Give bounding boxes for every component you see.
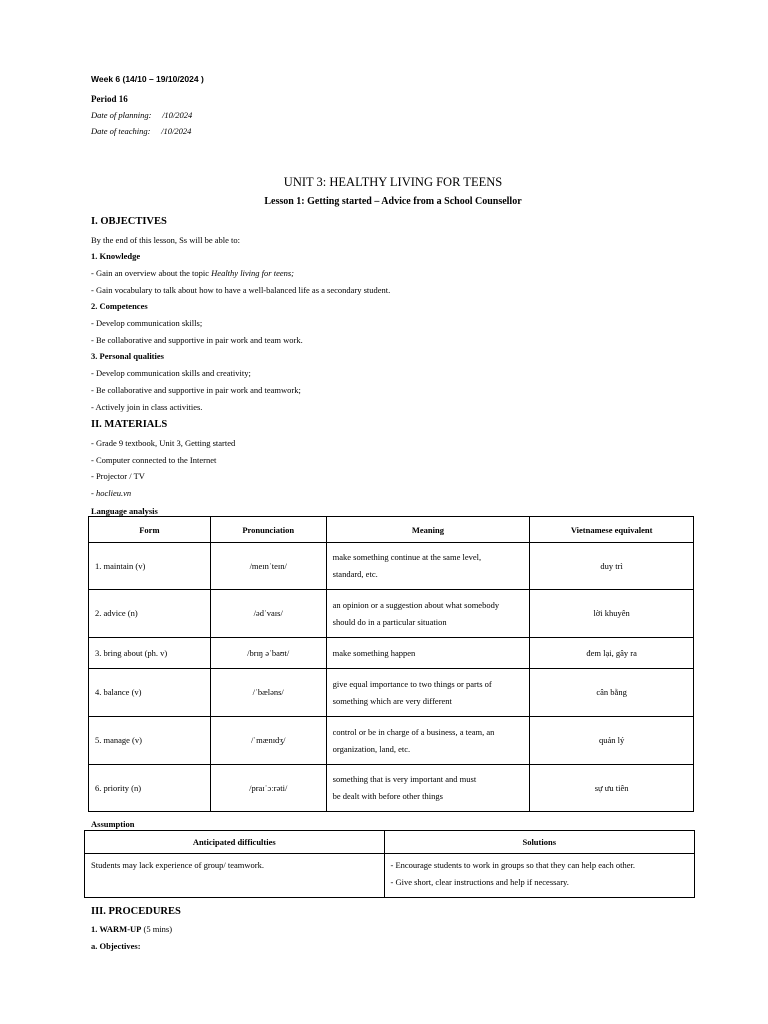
column-header-vietnamese: Vietnamese equivalent [530,517,694,543]
knowledge-heading: 1. Knowledge [91,251,141,261]
warmup-label: 1. WARM-UP [91,924,142,934]
solution-line-1: - Encourage students to work in groups so that they can help each other. [390,860,636,870]
competences-item-1: - Develop communication skills; [91,318,203,328]
knowledge-item-2: - Gain vocabulary to talk about how to have a well-balanced life as a secondary student. [91,285,391,295]
table-header-row [85,831,695,854]
meaning-line-2: something which are very different [332,695,452,706]
column-header-pronunciation: Pronunciation [210,517,326,543]
table-row [89,717,694,765]
form-cell: 5. manage (v) [89,717,211,765]
vietnamese-cell: duy trì [530,543,694,590]
table-row [89,669,694,717]
competences-item-2: - Be collaborative and supportive in pair work and team work. [91,335,303,345]
meaning-cell [326,543,530,590]
solutions-cell [384,854,695,898]
unit-title: UNIT 3: HEALTHY LIVING FOR TEENS [283,175,503,189]
meaning-line-1: something that is very important and must [332,774,477,784]
meaning-cell [326,590,530,638]
meaning-line-1: control or be in charge of a business, a team, an [332,726,495,737]
form-cell: 6. priority (n) [89,765,211,812]
form-cell: 2. advice (n) [89,590,211,638]
vietnamese-cell: cân bằng [530,669,694,717]
meaning-line-2: standard, etc. [332,569,378,579]
column-header-form: Form [89,517,211,543]
assumption-label: Assumption [91,819,135,829]
meaning-line-1: an opinion or a suggestion about what somebody [332,599,500,610]
procedures-heading: III. PROCEDURES [91,906,181,917]
materials-item-3: - Projector / TV [91,471,145,481]
vietnamese-cell: lời khuyên [530,590,694,638]
table-row [89,765,694,812]
table-row [85,854,695,898]
week-label: Week 6 (14/10 – 19/10/2024 ) [91,74,204,84]
pronunciation-cell: /ˈbæləns/ [210,669,326,717]
column-header-meaning: Meaning [326,517,530,543]
qualities-heading: 3. Personal qualities [91,351,164,361]
pronunciation-cell: /meɪnˈteɪn/ [210,543,326,590]
warmup-time: (5 mins) [141,924,173,934]
meaning-cell: make something happen [326,638,530,669]
knowledge-topic: Healthy living for teens; [211,268,295,278]
pronunciation-cell: /ədˈvaɪs/ [210,590,326,638]
qualities-item-1: - Develop communication skills and creativity; [91,368,251,378]
meaning-cell [326,669,530,717]
qualities-item-3: - Actively join in class activities. [91,402,203,412]
table-row [89,543,694,590]
column-header-solutions: Solutions [384,831,695,854]
materials-item-1: - Grade 9 textbook, Unit 3, Getting started [91,438,236,448]
meaning-line-1: give equal importance to two things or parts of [332,678,492,689]
meaning-line-1: make something continue at the same level, [332,552,482,562]
form-cell: 3. bring about (ph. v) [89,638,211,669]
period-label: Period 16 [91,94,128,104]
language-analysis-table [88,516,694,812]
meaning-line-2: organization, land, etc. [332,743,411,754]
objectives-heading: I. OBJECTIVES [91,216,167,227]
solution-line-2: - Give short, clear instructions and help if necessary. [390,877,569,887]
vietnamese-cell: đem lại, gây ra [530,638,694,669]
table-row [89,638,694,669]
assumption-table [84,830,695,898]
qualities-item-2: - Be collaborative and supportive in pair work and teamwork; [91,385,301,395]
date-of-planning: Date of planning: /10/2024 [91,110,193,120]
form-cell: 4. balance (v) [89,669,211,717]
pronunciation-cell: /ˈmænɪdʒ/ [210,717,326,765]
language-analysis-label: Language analysis [91,506,158,516]
column-header-difficulties: Anticipated difficulties [85,831,385,854]
meaning-line-2: be dealt with before other things [332,791,443,801]
date-of-teaching: Date of teaching: /10/2024 [91,126,192,136]
materials-heading: II. MATERIALS [91,419,168,430]
objectives-intro: By the end of this lesson, Ss will be able to: [91,235,240,245]
materials-item-4: - hoclieu.vn [91,488,132,498]
lesson-title: Lesson 1: Getting started – Advice from a School Counsellor [264,196,522,207]
materials-item-2: - Computer connected to the Internet [91,455,217,465]
meaning-cell [326,717,530,765]
table-row [89,590,694,638]
warmup-objectives-label: a. Objectives: [91,941,141,951]
vietnamese-cell: sự ưu tiên [530,765,694,812]
warmup-line [91,924,172,934]
meaning-line-2: should do in a particular situation [332,616,447,627]
vietnamese-cell: quản lý [530,717,694,765]
form-cell: 1. maintain (v) [89,543,211,590]
competences-heading: 2. Competences [91,301,148,311]
pronunciation-cell: /praɪˈɔːrəti/ [210,765,326,812]
pronunciation-cell: /brɪŋ əˈbaʊt/ [210,638,326,669]
knowledge-item-1-text: - Gain an overview about the topic [91,268,212,278]
difficulty-cell: Students may lack experience of group/ teamwork. [85,854,385,898]
knowledge-item-1 [91,268,294,278]
meaning-cell [326,765,530,812]
table-header-row [89,517,694,543]
